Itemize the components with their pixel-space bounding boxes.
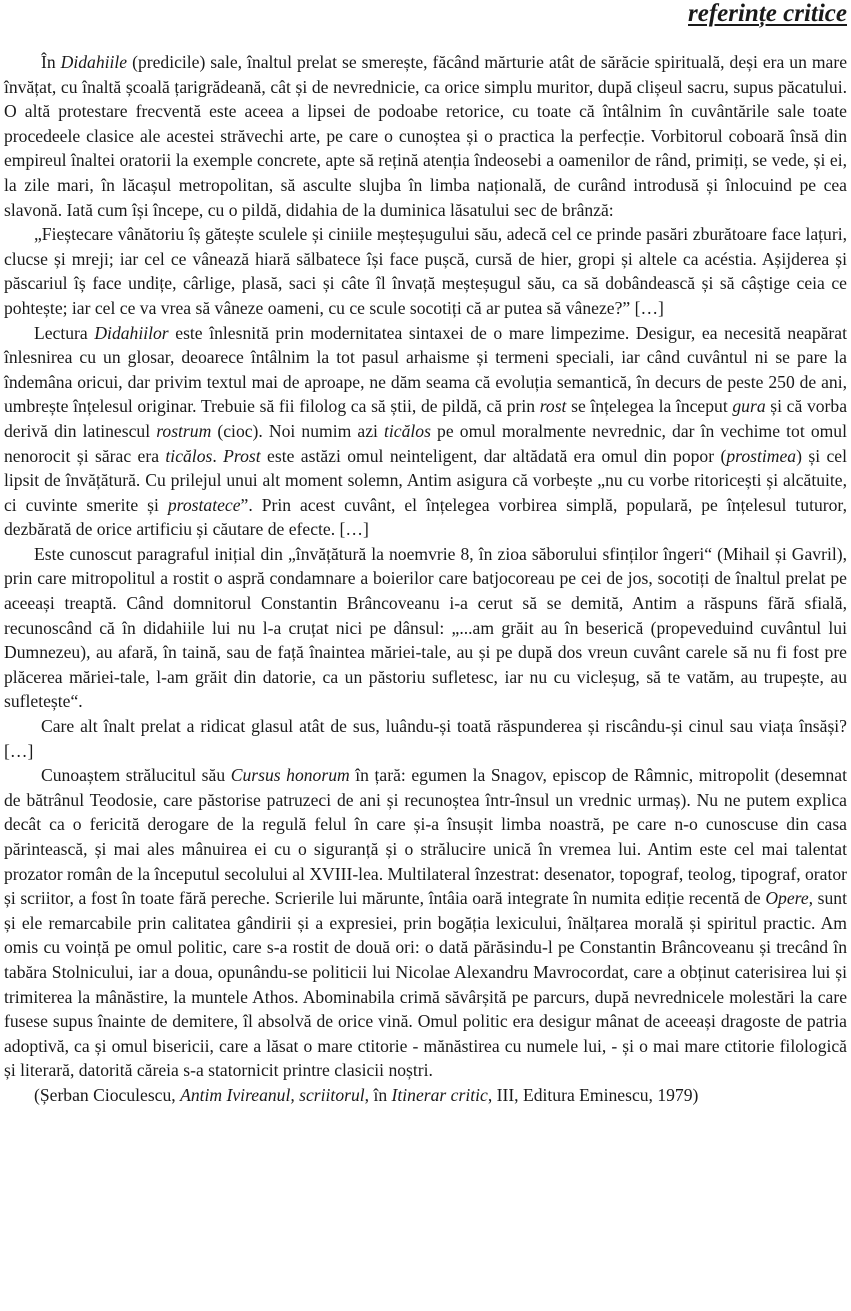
paragraph-4 xyxy=(4,542,847,714)
text-run: Care alt înalt prelat a ridicat glasul atât de sus, luându-și toată răspunderea și riscându-și cinul sau viața însăși? […] xyxy=(4,716,847,761)
italic-title: Opere, xyxy=(765,888,814,909)
italic-title: Antim Ivireanul, scriitorul xyxy=(180,1084,365,1105)
italic-word: rostrum xyxy=(156,420,212,441)
article-body xyxy=(4,50,847,1108)
text-run: Cunoaștem strălucitul său xyxy=(41,765,231,786)
italic-word: Prost xyxy=(223,445,261,466)
text-run: , III, Editura Eminescu, 1979) xyxy=(487,1084,699,1105)
italic-title: Itinerar critic xyxy=(391,1084,488,1105)
text-run: , în xyxy=(364,1084,392,1105)
italic-word: prostimea xyxy=(726,445,797,466)
italic-word: gura xyxy=(732,396,766,417)
quote-paragraph xyxy=(4,222,847,320)
text-run: (cioc). Noi numim azi xyxy=(211,420,385,441)
italic-title: Didahiile xyxy=(60,52,128,72)
text-run: sunt și ele remarcabile prin calitatea gândirii și a expresiei, prin bogăția lexicului, înălțarea morală și spiritul practic. Am omis cu voință pe omul politic, care s-a rostit de două ori: o dată părăsindu-l pe Constantin Brâncoveanu și trecând în tabăra Stolnicului, iar a doua, opunându-se politicii lui Nicolae Alexandru Mavrocordat, care a obținut caterisirea lui și trimiterea la mânăstire, la muntele Athos. Abominabila crimă săvârșită pe parcurs, după nevrednicele molestări la care fusese supus înainte de demitere, îl absolvă de orice vină. Omul politic era desigur mânat de aceeași dragoste de patria adoptivă, ca și omul bisericii, care a lăsat o mare ctitorie - mănăstirea cu numele lui, - și o mai mare ctitorie filologică și literară, datorită căreia s-a statornicit printre clasicii noștri. xyxy=(4,888,847,1081)
text-run: se înțelegea la început xyxy=(566,396,733,417)
paragraph-5 xyxy=(4,714,847,763)
text-run: Este cunoscut paragraful inițial din „învățătură la noemvrie 8, în zioa săborului sfinților îngeri“ (Mihail și Gavril), prin care mitropolitul a rostit o aspră condamnare a boierilor care batjocoreau pe cei de jos, socotiți de înaltul prelat pe aceeași treaptă. Când domnitorul Constantin Brâncoveanu i-a cerut să se demită, Antim a răspuns fără sfială, recunoscând că în didahiile lui nu l-a cruțat nici pe dânsul: „...am grăit au în beserică (propeveduind cuvântul lui Dumnezeu), au afară, în taină, sau de față înaintea măriei-tale, au și pe după dos vreun cuvânt carele să nu fi fost pre plăcerea măriei-tale, l-am grăit din datorie, ca un păstoriu sufletesc, iar nu cu vicleșug, să te vatăm, au trupește, au sufletește“. xyxy=(4,543,847,712)
text-run: și că vorba derivă din latinescul xyxy=(4,396,848,441)
source-citation xyxy=(4,1083,847,1108)
text-run: ) și cel lipsit de învățătură. Cu prilejul unui alt moment solemn, Antim asigura că vorbește „nu cu vorbe ritoricești și alcătuite, ci cuvinte smerite și xyxy=(4,445,847,515)
text-run: Lectura xyxy=(34,322,95,343)
text-run: În xyxy=(41,52,61,72)
text-run: (Șerban Cioculescu, xyxy=(34,1084,181,1105)
text-run: (predicile) sale, înaltul prelat se smerește, făcând mărturie atât de sărăcie spirituală, deși era un mare învățat, cu înaltă școală țarigrădeană, cât și de nevrednicie, ca orice simplu muritor, după clișeul sacru, supus păcatului. O altă protestare frecventă este aceea a lipsei de podoabe retorice, cu toate că întâlnim în cuvântările sale toate procedeele clasice ale acestei străvechi arte, pe care o cunoștea și o practica la perfecție. Vorbitorul coboară însă din empireul înaltei oratorii la exemple concrete, apte să rețină atenția îndeosebi a oamenilor de rând, primiți, se vede, și ei, la zile mari, în lăcașul metropolitan, să asculte slujba în limba națională, de curând introdusă și înlocuind pe cea slavonă. Iată cum își începe, cu o pildă, didahia de la duminica lăsatului sec de brânză: xyxy=(4,52,847,220)
text-run: „Fieștecare vânătoriu îș gătește sculele și ciniile meșteșugului său, adecă cel ce prinde pasări zburătoare face lațuri, clucse și mreji; iar cel ce vânează hiară sălbatece își face pușcă, cursă de hier, gropi și altele ca acéstia. Așijderea și păscariul îș face undițe, cârlige, plasă, saci și câte îl învață meșteșugul său, ca să dobândească și să câștige ceia ce pohtește; iar cel ce va vrea să vâneze oameni, cu ce scule socotiți că ar putea să vâneze?” […] xyxy=(4,224,847,318)
italic-word: prostatece xyxy=(167,494,241,515)
text-run: . xyxy=(212,445,224,466)
italic-word: ticălos xyxy=(384,420,431,441)
paragraph-1 xyxy=(4,50,847,222)
italic-word: rost xyxy=(539,396,567,417)
text-run: pe omul moralmente nevrednic, dar în vechime tot omul nenorocit și sărac era xyxy=(4,420,847,466)
text-run: în țară: egumen la Snagov, episcop de Râmnic, mitropolit (desemnat de bătrânul Teodosie, care păstorise patruzeci de ani și recunoștea într-însul un vrednic urmaș). Nu ne putem explica decât ca o fericită derogare de la regulă felul în care și-a însușit limba noastră, pe care n-o cunoscuse din casa părintească, și mai ales mânuirea ei cu o siguranță și o strălucire unică în vremea lui. Antim este cel mai talentat prozator român de la începutul secolului al XVIII-lea. Multilateral înzestrat: desenator, topograf, teolog, tipograf, orator și scriitor, a fost în toate fără pereche. Scrierile lui mărunte, întâia oară integrate în numita ediție recentă de xyxy=(4,765,847,909)
italic-phrase: Cursus honorum xyxy=(230,765,350,786)
italic-title: Didahiilor xyxy=(94,322,169,343)
text-run: este înlesnită prin modernitatea sintaxei de o mare limpezime. Desigur, ea necesită neapărat înlesnirea cu un glosar, deoarece întâlnim la tot pasul arhaisme și termeni speciali, iar când cuvântul ni se pare la îndemâna oricui, dar privim textul mai de aproape, ne dăm seama că evoluția semantică, în decurs de peste 250 de ani, umbrește înțelesul originar. Trebuie să fii filolog ca să știi, de pildă, că prin xyxy=(4,322,847,417)
paragraph-6 xyxy=(4,763,847,1083)
paragraph-3 xyxy=(4,321,847,542)
text-run: este astăzi omul neinteligent, dar altădată era omul din popor ( xyxy=(260,445,727,466)
italic-word: ticălos xyxy=(165,445,213,466)
text-run: ”. Prin acest cuvânt, el înțelegea vorbirea simplă, populară, pe înțelesul tuturor, dezbărată de orice artificiu și căutare de efecte. […] xyxy=(4,494,847,540)
section-header: referințe critice xyxy=(688,0,847,27)
